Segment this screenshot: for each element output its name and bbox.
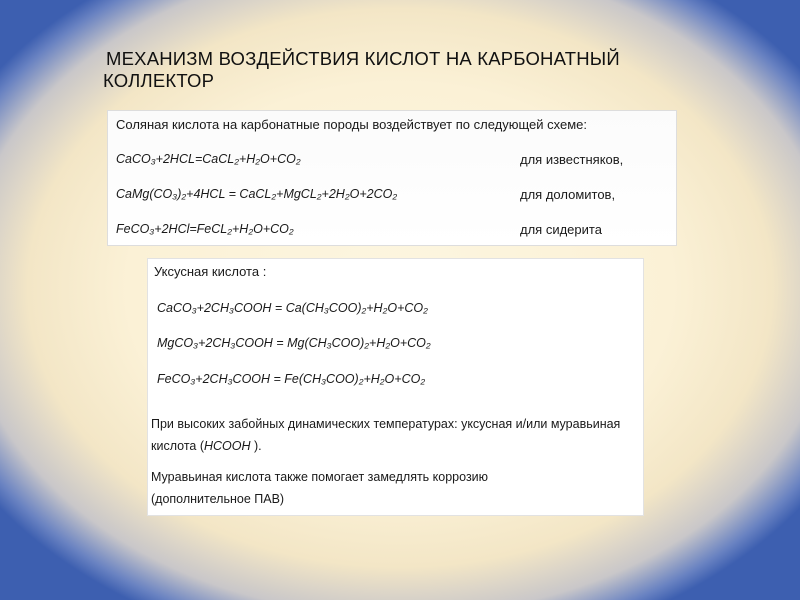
hcl-label-limestone: для известняков,: [520, 152, 624, 167]
hcl-label-siderite: для сидерита: [520, 222, 602, 237]
acetic-formula-magnesite: MgCO₃+2CH₃COOH = Mg(CH₃COO)₂+H₂O+CO₂: [157, 336, 431, 350]
hydrochloric-acid-panel: [107, 110, 677, 246]
corrosion-note: Муравьиная кислота также помогает замедлять коррозию (дополнительное ПАВ): [151, 470, 489, 506]
hcl-formula-limestone: CaCO₃+2HCL=CaCL₂+H₂O+CO₂: [116, 152, 301, 166]
hcl-heading: Соляная кислота на карбонатные породы воздействует по следующей схеме:: [116, 117, 588, 132]
acetic-formula-calcite: CaCO₃+2CH₃COOH = Ca(CH₃COO)₂+H₂O+CO₂: [157, 301, 428, 315]
hcl-label-dolomite: для доломитов,: [520, 187, 616, 202]
high-temperature-note: [151, 413, 639, 457]
hcl-formula-dolomite: CaMg(CO₃)₂+4HCL = CaCL₂+MgCL₂+2H₂O+2CO₂: [116, 187, 398, 201]
formic-acid-formula: HCOOH: [204, 439, 251, 453]
high-temperature-text-end: ).: [250, 439, 262, 453]
hcl-formula-siderite: FeCO₃+2HCl=FeCL₂+H₂O+CO₂: [116, 222, 294, 236]
title-line-2: КОЛЛЕКТОР: [103, 70, 215, 91]
slide-title: [103, 48, 686, 92]
title-line-1: МЕХАНИЗМ ВОЗДЕЙСТВИЯ КИСЛОТ НА КАРБОНАТНЫЙ: [106, 48, 620, 69]
acetic-formula-siderite: FeCO₃+2CH₃COOH = Fe(CH₃COO)₂+H₂O+CO₂: [157, 372, 426, 386]
high-temperature-text: При высоких забойных динамических температурах: уксусная и/или муравьиная кислота (: [151, 417, 621, 453]
acetic-acid-panel: [147, 258, 644, 516]
acetic-heading: Уксусная кислота :: [154, 264, 267, 279]
